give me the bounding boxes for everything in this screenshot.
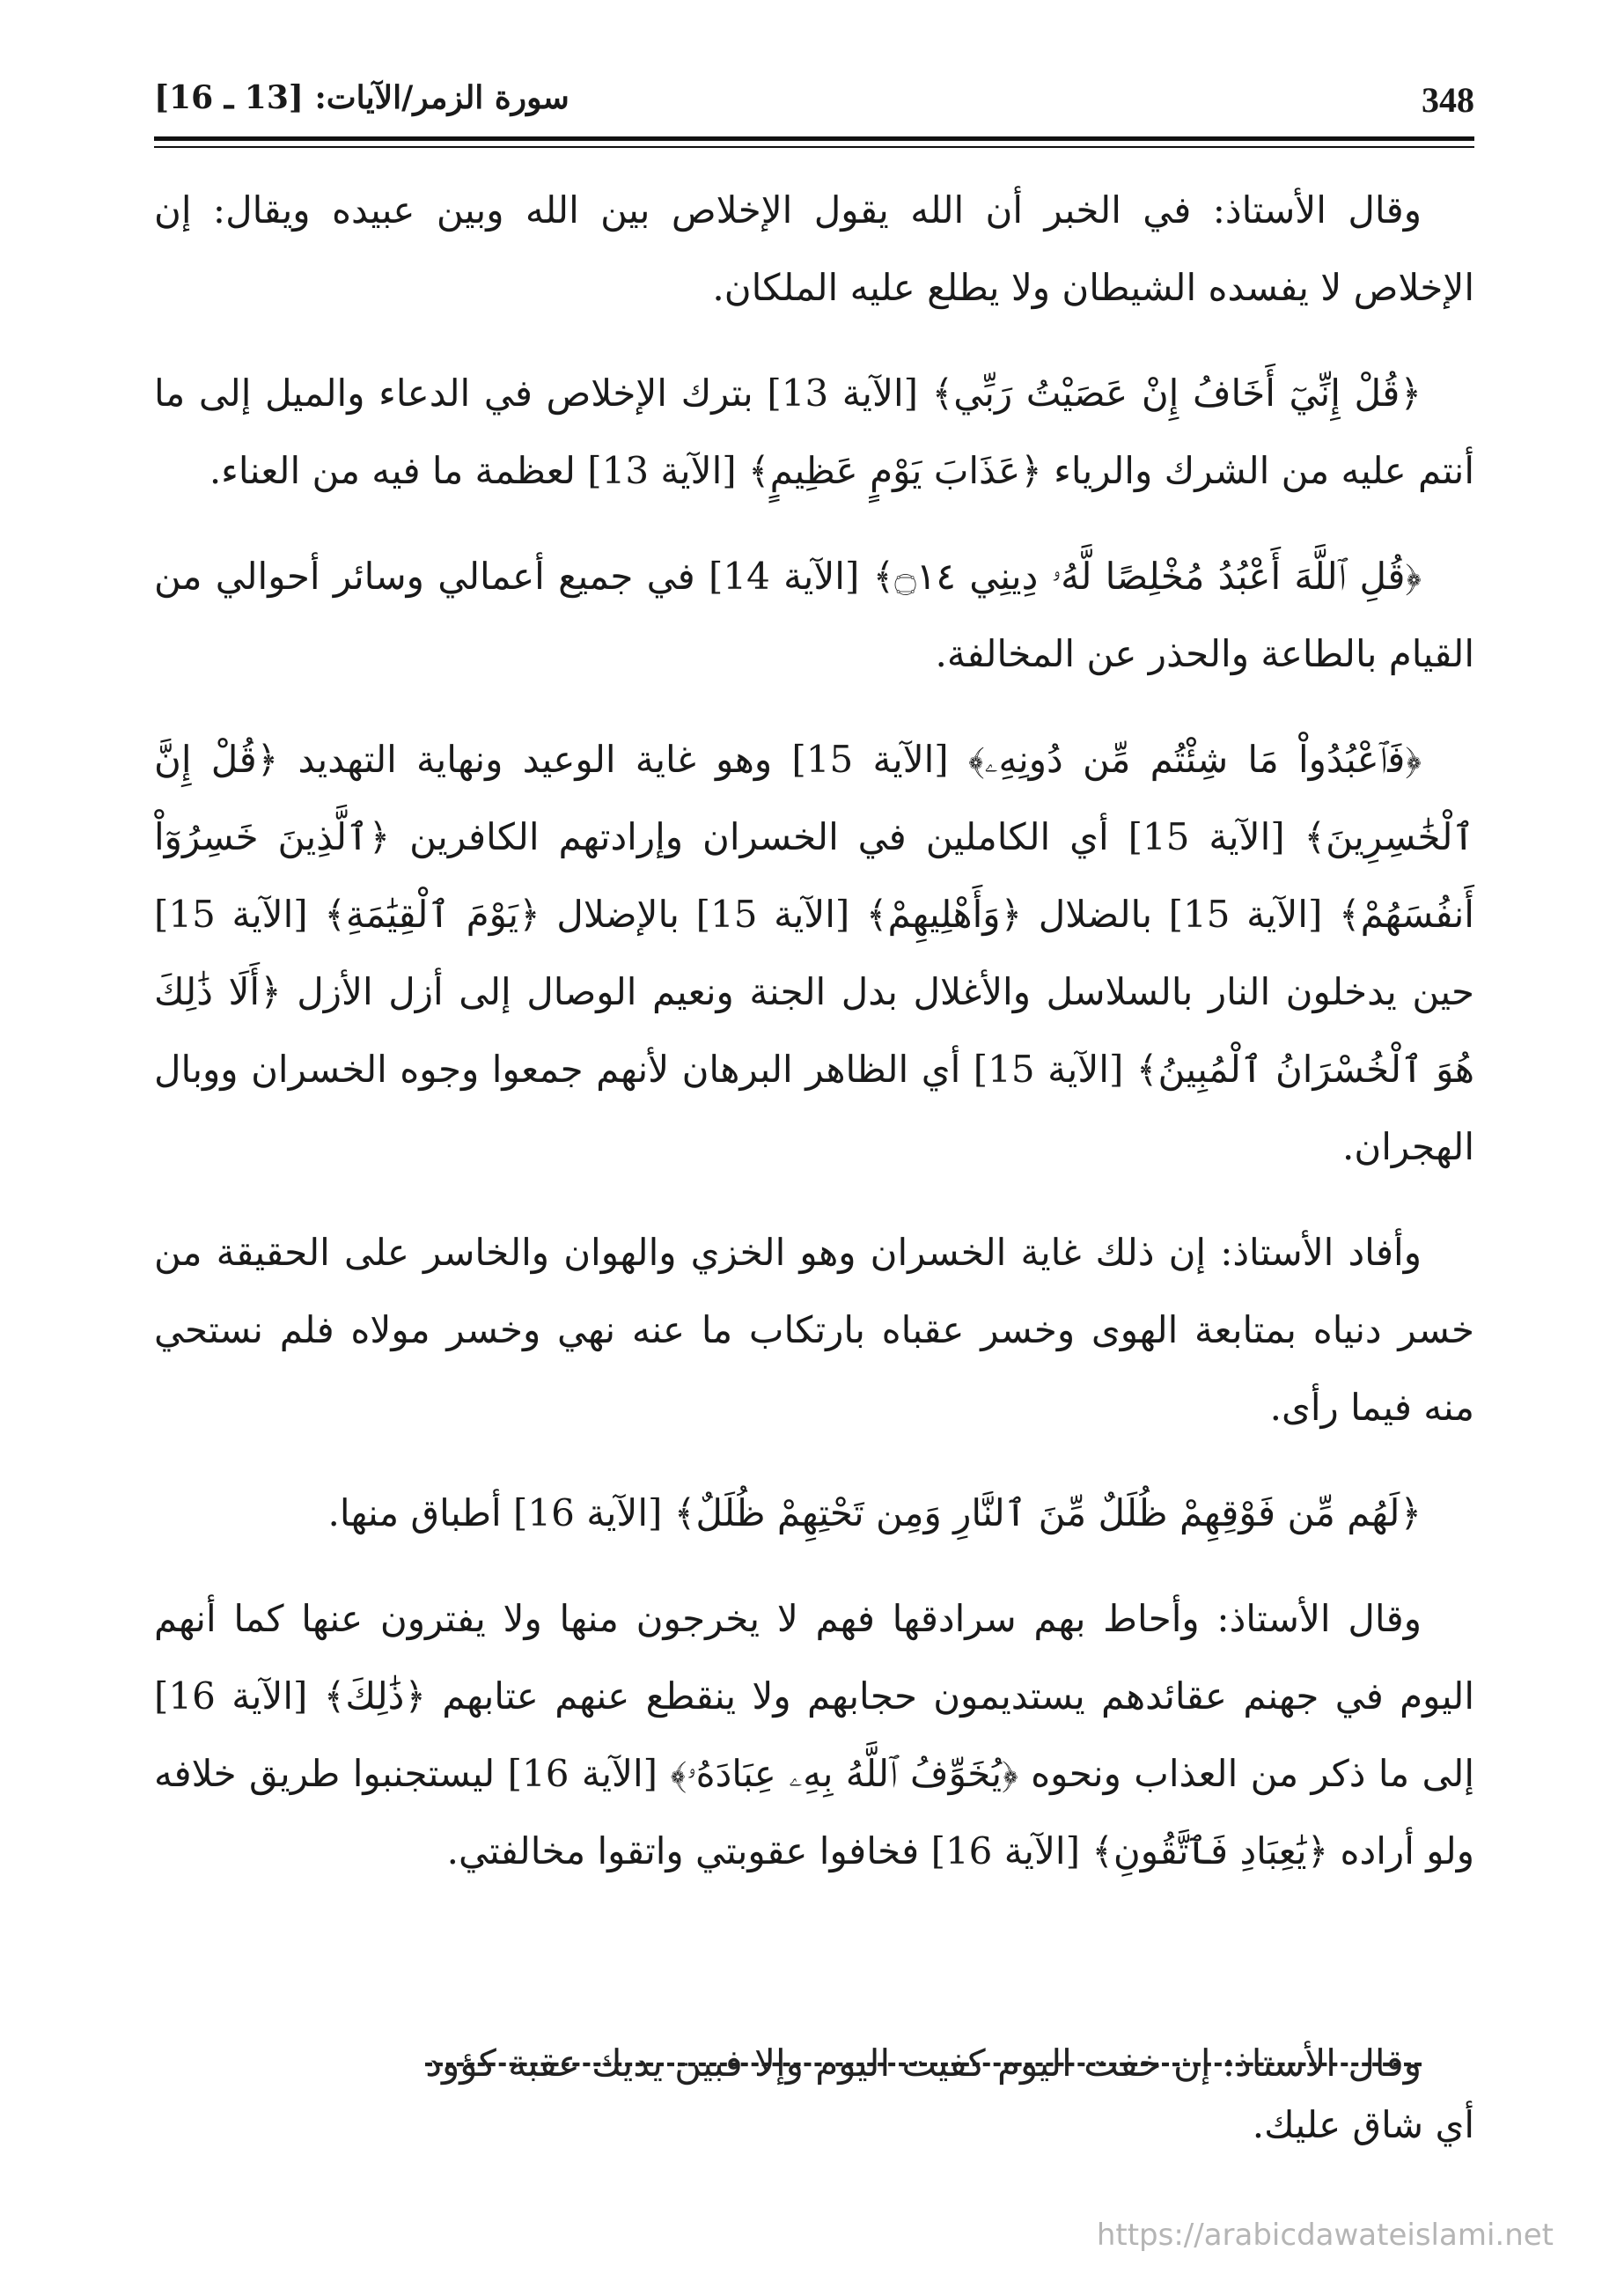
watermark: https://arabicdawateislami.net: [1096, 2218, 1554, 2253]
paragraph-1: وقال الأستاذ: في الخبر أن الله يقول الإخلاص بين الله وبين عبيده ويقال: إن الإخلاص لا يفسده الشيطان ولا يطلع عليه الملكان.: [154, 188, 1474, 309]
running-head: سورة الزمر/الآيات: [13 ـ 16]: [154, 79, 570, 116]
paragraph-3: ﴿قُلِ ٱللَّهَ أَعْبُدُ مُخْلِصًا لَّهُۥ دِينِي ۝١٤﴾ [الآية 14] في جميع أعمالي وسائر أحوالي من القيام بالطاعة والحذر عن المخالفة.: [154, 555, 1474, 675]
header-rule-thin: [154, 146, 1474, 148]
struck-line: وقال الأستاذ: إن خفت اليوم كفيت اليوم وإلا فبين يديك عقبة كؤود: [425, 2042, 1422, 2085]
paragraph-7: وقال الأستاذ: وأحاط بهم سرادقها فهم لا يخرجون منها ولا يفترون عنها كما أنهم اليوم في جهنم عقائدهم يستديمون حجابهم ولا ينقطع عنهم عتابهم ﴿ذَٰلِكَ﴾ [الآية 16] إلى ما ذكر من العذاب ونحوه ﴿يُخَوِّفُ ٱللَّهُ بِهِۦ عِبَادَهُۥ﴾ [الآية 16] ليستجنبوا طريق خلافه ولو أراده ﴿يَٰعِبَادِ فَٱتَّقُونِ﴾ [الآية 16] فخافوا عقوبتي واتقوا مخالفتي.: [154, 1597, 1474, 1872]
page-header: [154, 79, 1474, 132]
paragraph-5: وأفاد الأستاذ: إن ذلك غاية الخسران وهو الخزي والهوان والخاسر على الحقيقة من خسر دنياه بمتابعة الهوى وخسر عقباه بارتكاب ما عنه نهي وخسر مولاه فلم نستحي منه فيما رأى.: [154, 1231, 1474, 1429]
header-rule: [154, 136, 1474, 141]
page-number: 348: [1422, 80, 1474, 120]
paragraph-4: ﴿فَٱعْبُدُواْ مَا شِئْتُم مِّن دُونِهِۦ﴾ [الآية 15] وهو غاية الوعيد ونهاية التهديد ﴿قُلْ إِنَّ ٱلْخَٰسِرِينَ﴾ [الآية 15] أي الكاملين في الخسران وإرادتهم الكافرين ﴿ٱلَّذِينَ خَسِرُوٓاْ أَنفُسَهُمْ﴾ [الآية 15] بالضلال ﴿وَأَهْلِيهِمْ﴾ [الآية 15] بالإضلال ﴿يَوْمَ ٱلْقِيَٰمَةِ﴾ [الآية 15] حين يدخلون النار بالسلاسل والأغلال بدل الجنة ونعيم الوصال إلى أزل الأزل ﴿أَلَا ذَٰلِكَ هُوَ ٱلْخُسْرَانُ ٱلْمُبِينُ﴾ [الآية 15] أي الظاهر البرهان لأنهم جمعوا وجوه الخسران ووبال الهجران.: [154, 738, 1474, 1168]
body-text: [154, 172, 1474, 1918]
paragraph-6: ﴿لَهُم مِّن فَوْقِهِمْ ظُلَلٌ مِّنَ ٱلنَّارِ وَمِن تَحْتِهِمْ ظُلَلٌ﴾ [الآية 16] أطباق منها.: [327, 1491, 1422, 1534]
paragraph-2: ﴿قُلْ إِنِّيٓ أَخَافُ إِنْ عَصَيْتُ رَبِّي﴾ [الآية 13] بترك الإخلاص في الدعاء والميل إلى ما أنتم عليه من الشرك والرياء ﴿عَذَابَ يَوْمٍ عَظِيمٍ﴾ [الآية 13] لعظمة ما فيه من العناء.: [154, 372, 1474, 492]
last-line: أي شاق عليك.: [1252, 2103, 1474, 2146]
